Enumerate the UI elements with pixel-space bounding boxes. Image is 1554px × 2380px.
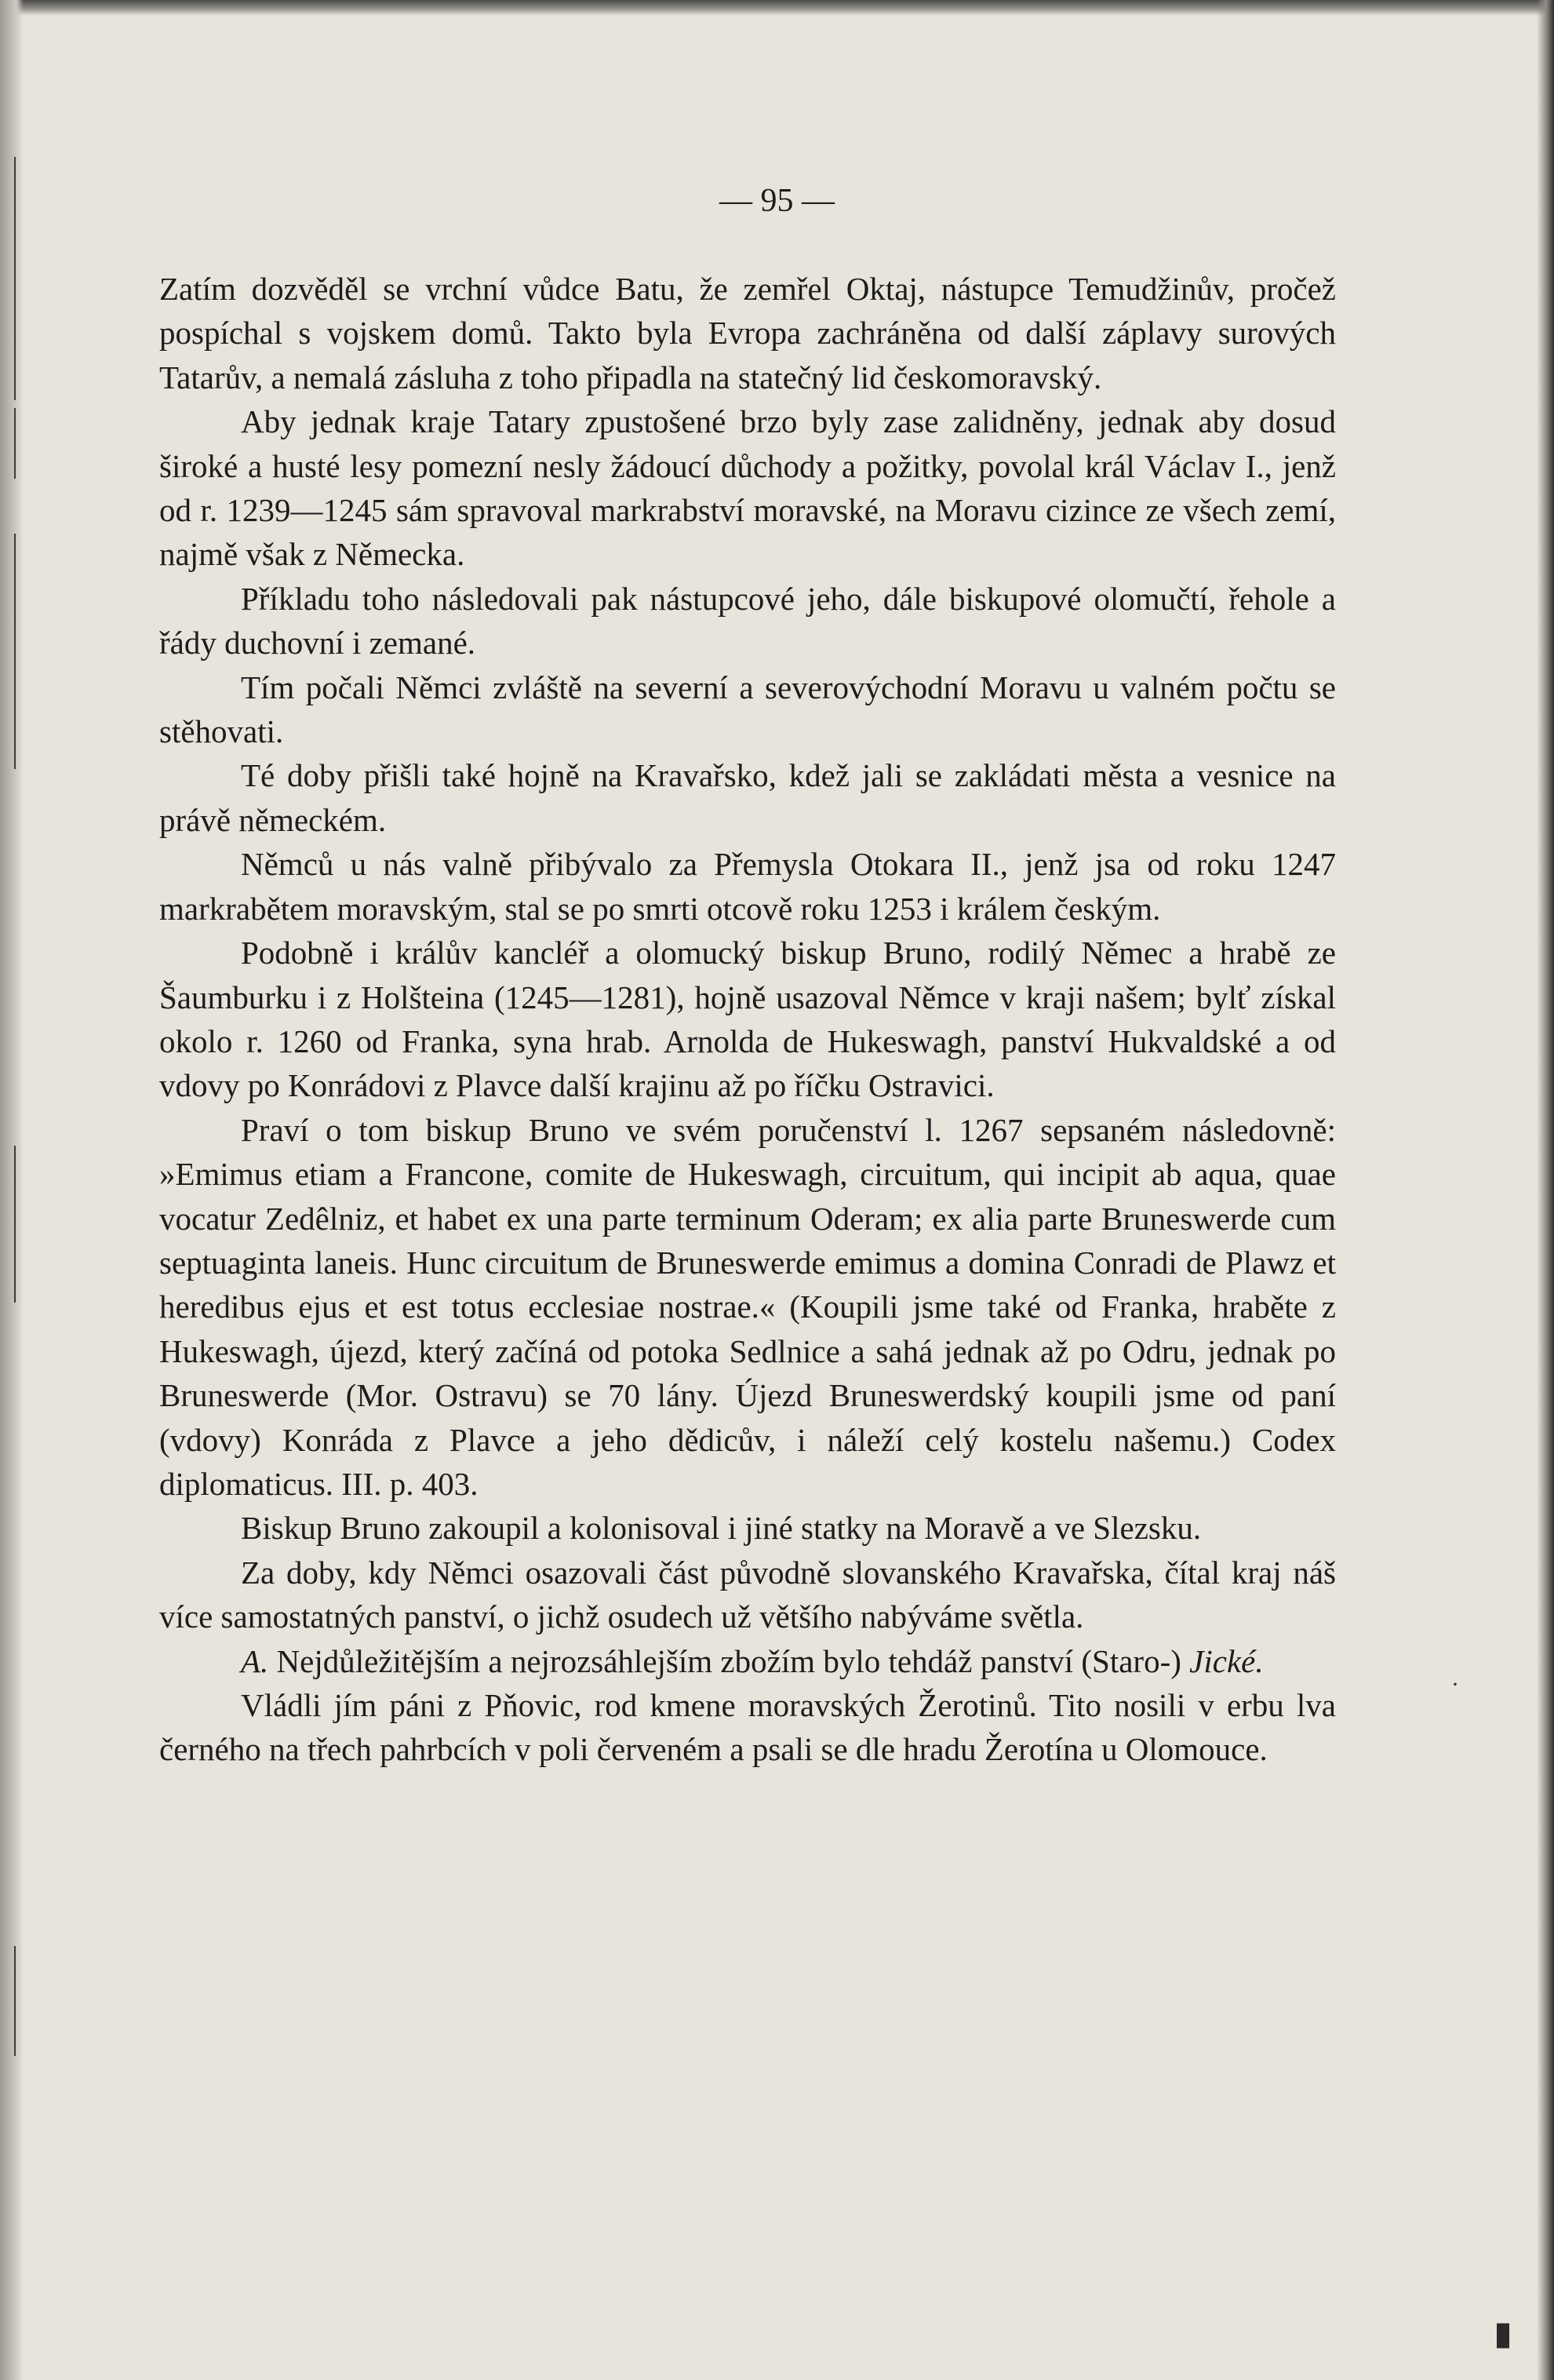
binding-stitch-line	[14, 1946, 16, 2056]
page-number: — 95 —	[719, 183, 835, 219]
paragraph-text: Nejdůležitějším a nejrozsáhlejším zbožím bylo tehdáž panství (Staro-)	[268, 1642, 1190, 1679]
binding-stitch-line	[14, 534, 16, 769]
paragraph: Praví o tom biskup Bruno ve svém poručenství l. 1267 sepsaném následovně: »Emimus etiam a Francone, comite de Hukeswagh, circuitum, qui incipit ab aqua, quae vocatur Zedêlniz, et habet ex una parte terminum Oderam; ex alia parte Bruneswerde cum septuaginta laneis. Hunc circuitum de Bruneswerde emimus a domina Conradi de Plawz et heredibus ejus et est totus ecclesiae nostrae.« (Koupili jsme také od Franka, hraběte z Hukeswagh, újezd, který začíná od potoka Sedlnice a sahá jednak až po Odru, jednak po Bruneswerde (Mor. Ostravu) se 70 lány. Újezd Bruneswerdský koupili jsme od paní (vdovy) Konráda z Plavce a jeho dědicův, i náleží celý kostelu našemu.) Codex diplomaticus. III. p. 403.	[159, 1111, 1336, 1502]
binding-stitch-line	[14, 408, 16, 479]
binding-shadow	[0, 0, 24, 2380]
paragraph: Podobně i králův kancléř a olomucký biskup Bruno, rodilý Němec a hrabě ze Šaumburku i z Holšteina (1245—1281), hojně usazoval Němce v kraji našem; bylť získal okolo r. 1260 od Franka, syna hrab. Arnolda de Hukeswagh, panství Hukvaldské a od vdovy po Konrádovi z Plavce další krajinu až po říčku Ostravici.	[159, 935, 1336, 1104]
scan-speck: ▮	[1494, 2316, 1512, 2351]
section-label: A.	[241, 1642, 269, 1679]
paragraph: Biskup Bruno zakoupil a kolonisoval i jiné statky na Moravě a ve Slezsku.	[241, 1510, 1202, 1547]
paragraph: Vládli jím páni z Pňovic, rod kmene moravských Žerotinů. Tito nosili v erbu lva černého na třech pahrbcích v poli červeném a psali se dle hradu Žerotína u Olomouce.	[159, 1687, 1336, 1768]
scan-top-edge	[0, 0, 1554, 16]
paragraph-section-a	[159, 1639, 1336, 1683]
paragraph: Němců u nás valně přibývalo za Přemysla Otokara II., jenž jsa od roku 1247 markrabětem moravským, stal se po smrti otcově roku 1253 i králem českým.	[159, 846, 1336, 927]
paragraph: Za doby, kdy Němci osazovali část původně slovanského Kravařska, čítal kraj náš více samostatných panství, o jichž osudech už většího nabýváme světla.	[159, 1554, 1336, 1635]
binding-stitch-line	[14, 1146, 16, 1303]
paragraph: Aby jednak kraje Tatary zpustošené brzo byly zase zalidněny, jednak aby dosud široké a husté lesy pomezní nesly žádoucí důchody a požitky, povolal král Václav I., jenž od r. 1239—1245 sám spravoval markrabství moravské, na Moravu cizince ze všech zemí, najmě však z Německa.	[159, 403, 1336, 573]
paragraph: Tím počali Němci zvláště na severní a severovýchodní Moravu u valném počtu se stěhovati.	[159, 669, 1336, 750]
paragraph: Té doby přišli také hojně na Kravařsko, kdež jali se zakládati města a vesnice na právě německém.	[159, 757, 1336, 838]
emphasized-term: Jické.	[1189, 1642, 1264, 1679]
scan-right-edge	[1537, 0, 1554, 2380]
body-text	[159, 267, 1336, 1772]
paragraph: Příkladu toho následovali pak nástupcové jeho, dále biskupové olomučtí, řehole a řády duchovní i zemané.	[159, 580, 1336, 662]
paragraph: Zatím dozvěděl se vrchní vůdce Batu, že zemřel Oktaj, nástupce Temudžinův, pročež pospíchal s vojskem domů. Takto byla Evropa zachráněna od další záplavy surových Tatarův, a nemalá zásluha z toho připadla na statečný lid českomoravský.	[159, 271, 1336, 395]
scan-speck: ·	[1451, 1671, 1459, 1697]
